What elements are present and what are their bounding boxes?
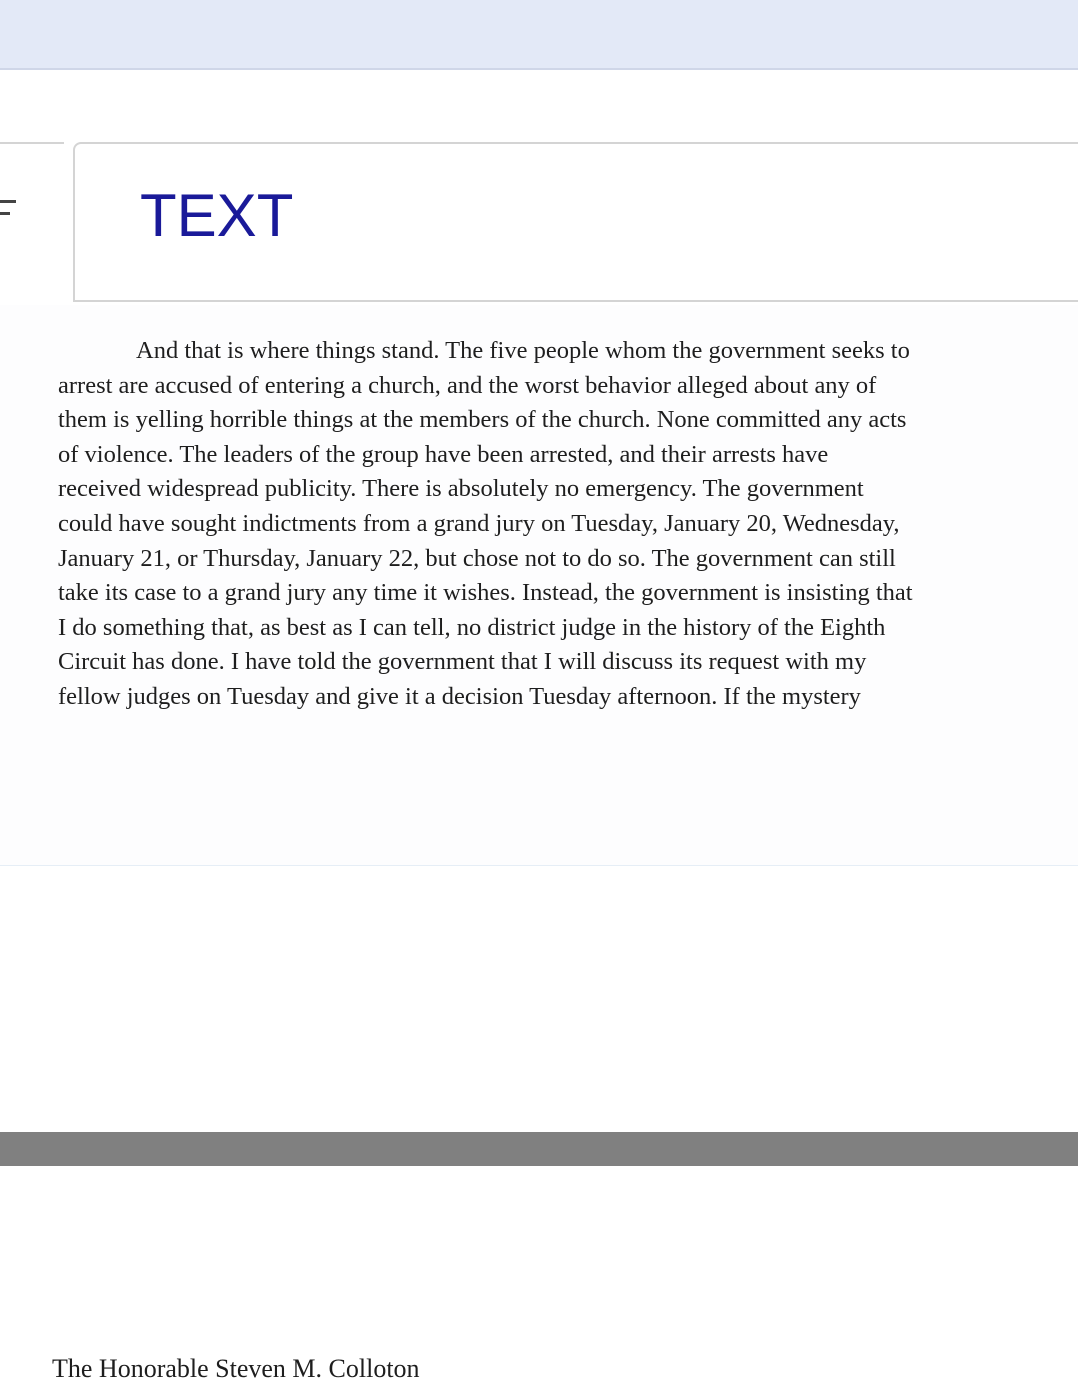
document-line: Circuit has done. I have told the government that I will discuss its request with my bbox=[58, 648, 867, 676]
document-line: I do something that, as best as I can tell, no district judge in the history of the Eighth bbox=[58, 613, 886, 641]
document-paragraph bbox=[58, 334, 1058, 715]
previous-tab-edge bbox=[0, 142, 64, 144]
page-separator-bar bbox=[0, 1132, 1078, 1166]
top-toolbar-band bbox=[0, 0, 1078, 70]
document-line: of violence. The leaders of the group have been arrested, and their arrests have bbox=[58, 440, 829, 468]
document-line: January 21, or Thursday, January 22, but chose not to do so. The government can still bbox=[58, 544, 896, 572]
document-line: take its case to a grand jury any time it wishes. Instead, the government is insisting that bbox=[58, 579, 913, 607]
document-line: And that is where things stand. The five people whom the government seeks to bbox=[136, 337, 910, 364]
document-line: fellow judges on Tuesday and give it a decision Tuesday afternoon. If the mystery bbox=[58, 682, 861, 710]
tab-text-label: TEXT bbox=[140, 182, 294, 249]
document-line: received widespread publicity. There is absolutely no emergency. The government bbox=[58, 475, 864, 503]
recipient-name: The Honorable Steven M. Colloton bbox=[52, 1354, 420, 1383]
document-line: arrest are accused of entering a church, and the worst behavior alleged about any of bbox=[58, 371, 877, 399]
document-line: could have sought indictments from a grand jury on Tuesday, January 20, Wednesday, bbox=[58, 509, 900, 537]
menu-icon[interactable] bbox=[0, 198, 16, 222]
document-line: them is yelling horrible things at the members of the church. None committed any acts bbox=[58, 406, 907, 434]
